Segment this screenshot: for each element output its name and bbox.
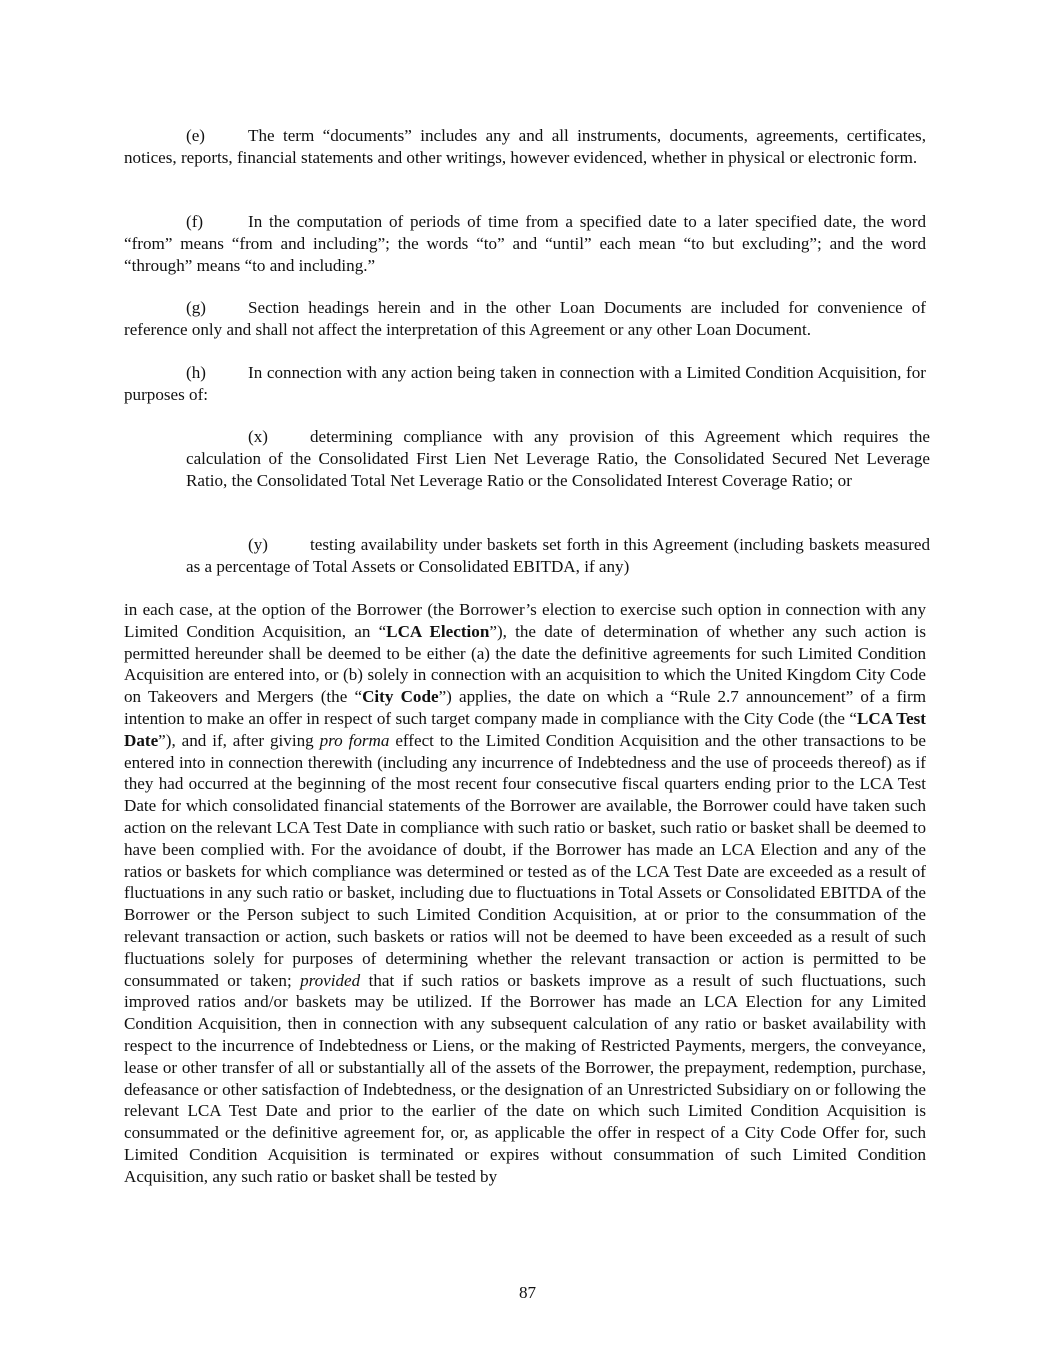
body-text-6: that if such ratios or baskets improve as a result of such fluctuations, such improved ratios and/or baskets may be utilized. If the Borrower has made an LCA Election for any Limited Condition Acquisition, then in connection with any subsequent calculation of any ratio or basket availability with respect to the incurrence of Indebtedness or Liens, or the making of Restricted Payments, mergers, the conveyance, lease or other transfer of all or substantially all of the assets of the Borrower, the prepayment, redemption, purchase, defeasance or other satisfaction of Indebtedness, or the designation of an Unrestricted Subsidiary on or following the relevant LCA Test Date and prior to the earlier of the date on which such Limited Condition Acquisition is consummated or the definitive agreement for, or, as applicable the offer in respect of a City Code Offer for, such Limited Condition Acquisition is terminated or expires without consummation of such Limited Condition Acquisition, any such ratio or basket shall be tested by <box>124 970 926 1186</box>
subclause-x-label: (x) <box>248 427 268 446</box>
term-pro-forma: pro forma <box>319 730 390 750</box>
term-lca-test-date: LCA Test Date <box>124 708 927 750</box>
clause-g <box>124 297 926 341</box>
clause-f <box>124 211 926 276</box>
subclause-x <box>186 426 930 491</box>
body-text-2: ”), the date of determination of whether any such action is permitted hereunder shall be deemed to be either (a) the date the definitive agreements for such Limited Condition Acquisition are entered into, or (b) solely in connection with an acquisition to which the United Kingdom City Code on Takeovers and Mergers (the “ <box>124 621 927 707</box>
page-number: 87 <box>518 1283 537 1302</box>
clause-g-text: Section headings herein and in the other Loan Documents are included for convenience of reference only and shall not affect the interpretation of this Agreement or any other Loan Document. <box>124 298 926 339</box>
clause-h-label: (h) <box>186 363 206 382</box>
clause-h-text: In connection with any action being taken in connection with a Limited Condition Acquisition, for purposes of: <box>124 363 926 404</box>
clause-e-text: The term “documents” includes any and all instruments, documents, agreements, certificates, notices, reports, financial statements and other writings, however evidenced, whether in physical or electronic form. <box>124 126 926 167</box>
subclause-y-text: testing availability under baskets set forth in this Agreement (including baskets measured as a percentage of Total Assets or Consolidated EBITDA, if any) <box>186 535 930 576</box>
term-city-code: City Code <box>362 687 439 707</box>
clause-g-label: (g) <box>186 298 206 317</box>
subclause-y <box>186 534 930 578</box>
body-text-3: ”) applies, the date on which a “Rule 2.7 announcement” of a firm intention to make an offer in respect of such target company made in compliance with the City Code (the “ <box>124 687 927 728</box>
clause-f-text: In the computation of periods of time from a specified date to a later specified date, the word “from” means “from and including”; the words “to” and “until” each mean “to but excluding”; and the word “through” means “to and including.” <box>124 212 926 275</box>
clause-e-label: (e) <box>186 126 205 145</box>
subclause-x-text: determining compliance with any provision of this Agreement which requires the calculation of the Consolidated First Lien Net Leverage Ratio, the Consolidated Secured Net Leverage Ratio, the Consolidated Total Net Leverage Ratio or the Consolidated Interest Coverage Ratio; or <box>186 427 930 490</box>
body-paragraph <box>124 599 926 1188</box>
clause-h <box>124 362 926 406</box>
body-text-4: ”), and if, after giving <box>158 730 320 750</box>
clause-f-label: (f) <box>186 212 204 231</box>
term-lca-election: LCA Election <box>386 621 490 641</box>
subclause-y-label: (y) <box>248 535 268 554</box>
body-text-5: effect to the Limited Condition Acquisition and the other transactions to be entered into in connection therewith (including any incurrence of Indebtedness and the use of proceeds thereof) as if they had occurred at the beginning of the most recent four consecutive fiscal quarters ending prior to the LCA Test Date for which consolidated financial statements of the Borrower are available, the Borrower could have taken such action on the relevant LCA Test Date in compliance with such ratio or basket, such ratio or basket shall be deemed to have been complied with. For the avoidance of doubt, if the Borrower has made an LCA Election and any of the ratios or baskets for which compliance was determined or tested as of the LCA Test Date are exceeded as a result of fluctuations in any such ratio or basket, including due to fluctuations in Total Assets or Consolidated EBITDA of the Borrower or the Person subject to such Limited Condition Acquisition, at or prior to the consummation of the relevant transaction or action, such baskets or ratios will not be deemed to have been exceeded as a result of such fluctuations solely for purposes of determining whether the relevant transaction or action is permitted to be consummated or taken; <box>124 730 926 990</box>
body-text-1: in each case, at the option of the Borrower (the Borrower’s election to exercise such option in connection with any Limited Condition Acquisition, an “ <box>124 600 926 641</box>
term-provided: provided <box>300 970 361 990</box>
clause-e <box>124 125 926 169</box>
